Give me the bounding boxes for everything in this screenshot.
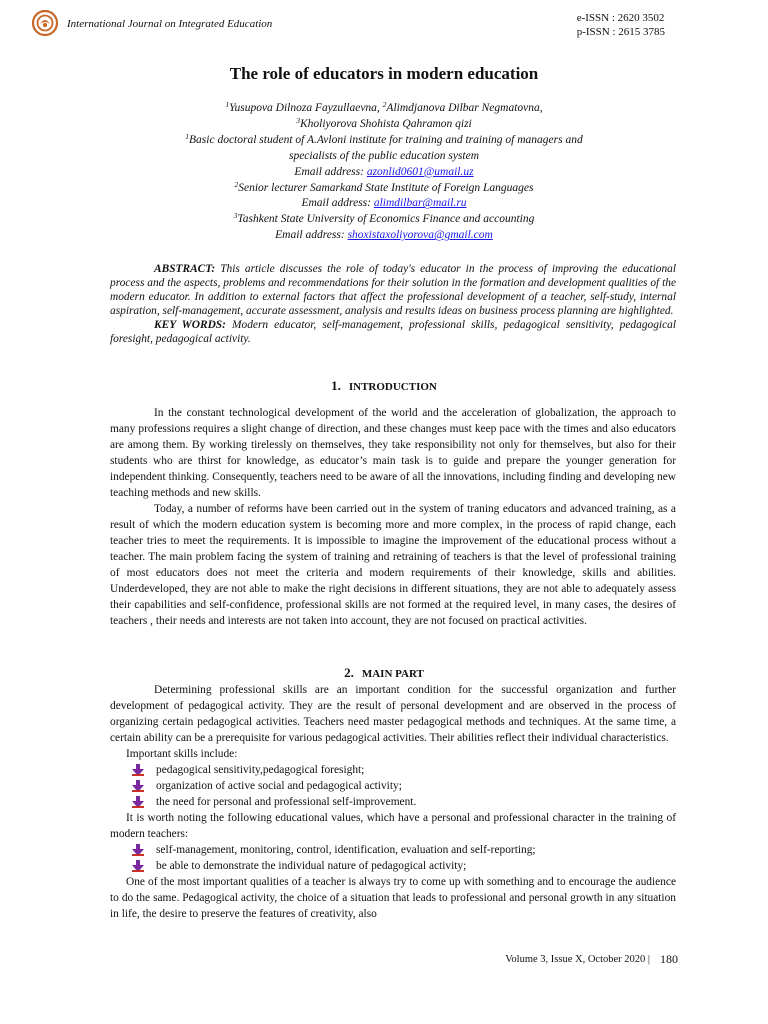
list-item: organization of active social and pedagogical activity; xyxy=(110,778,676,794)
page-footer xyxy=(505,952,678,967)
skills-list xyxy=(110,762,676,810)
list-item: the need for personal and professional self-improvement. xyxy=(110,794,676,810)
journal-name: International Journal on Integrated Education xyxy=(67,18,273,30)
list-item: pedagogical sensitivity,pedagogical foresight; xyxy=(110,762,676,778)
email-3-link[interactable]: shoxistaxoliyorova@gmail.com xyxy=(347,229,493,242)
affiliation-3: $^3$Tashkent State University of Economics Finance and accounting xyxy=(233,211,535,226)
abstract-paragraph: ABSTRACT: This article discusses the role of today's educator in the process of improving the educational process and the aspects, problems and recommendations for their solution in the formation and development qualities of the modern educator. In addition to external factors that affect the professional development of a teacher, self-study, internal aspiration, self-management, accurate assessment, analysis and results ideas on business process planning are highlighted. xyxy=(110,263,676,317)
email-2-link[interactable]: alimdilbar@mail.ru xyxy=(373,197,467,210)
affiliation-1: $^1$Basic doctoral student of A.Avloni institute for training and training of managers and xyxy=(185,131,583,146)
intro-paragraph-1: In the constant technological development of the world and the acceleration of globalization, the approach to many professions requires a slight change of direction, and these changes must keep pace with the times and also educators are among them. By working tirelessly on themselves, they take responsibility not only for themselves, but also for their students who are thirst for knowledge, as educator’s main task is to guide and prepare the younger generation for independent thinking. Consequently, teachers need to be aware of all the innovations, including finding and developing new teaching methods and new skills. xyxy=(110,407,676,499)
list-item: be able to demonstrate the individual nature of pedagogical activity; xyxy=(110,858,676,874)
arrow-bullet-icon xyxy=(132,860,144,872)
paper-title: The role of educators in modern education xyxy=(229,64,539,83)
volume-info: Volume 3, Issue X, October 2020 | xyxy=(505,954,650,965)
section-heading-introduction: 1. INTRODUCTION xyxy=(331,378,437,393)
journal-logo-icon xyxy=(32,10,58,36)
keywords-paragraph: KEY WORDS: Modern educator, self-management, professional skills, pedagogical sensitivity, pedagogical foresight, pedagogical activity. xyxy=(110,319,676,345)
section-heading-main-part: 2. MAIN PART xyxy=(344,665,424,680)
intro-paragraph-2: Today, a number of reforms have been carried out in the system of traning educators and advanced training, as a result of which the modern education system is becoming more and more complex, in the process of rapid change, each teacher tries to meet the requirements. It is impossible to imagine the improvement of the educational process without a teacher. The main problem facing the system of training and retraining of teachers is that the level of professional training of most educators does not meet the criteria and modern requirements of their knowledge, skills and abilities. Underdeveloped, they are not able to make the right decisions in different situations, they are not able to adequately assess their capabilities and self-confidence, professional skills are not formed at the required level, in many cases, the desires of teachers , their needs and interests are not taken into account, they are not focused on practical activities. xyxy=(110,503,676,627)
list-item: self-management, monitoring, control, identification, evaluation and self-reporting; xyxy=(110,842,676,858)
authors-affiliations xyxy=(0,101,768,244)
arrow-bullet-icon xyxy=(132,796,144,808)
authors-line-1: $^1$Yusupova Dilnoza Fayzullaevna, $^2$Alimdjanova Dilbar Negmatovna, xyxy=(225,100,543,114)
values-list xyxy=(110,842,676,874)
affiliation-1-cont: specialists of the public education system xyxy=(288,149,480,162)
main-part-body xyxy=(110,682,676,922)
affiliation-2: $^2$Senior lecturer Samarkand State Institute of Foreign Languages xyxy=(234,179,534,194)
introduction-body xyxy=(110,405,676,629)
authors-line-2: $^3$Kholiyorova Shohista Qahramon qizi xyxy=(296,115,472,130)
skills-intro: Important skills include: xyxy=(126,748,238,760)
page-number: 180 xyxy=(660,952,678,966)
issn-block xyxy=(577,11,665,39)
arrow-bullet-icon xyxy=(132,764,144,776)
email-3-line: Email address: shoxistaxoliyorova@gmail.com xyxy=(275,229,493,242)
email-1-link[interactable]: azonlid0601@umail.uz xyxy=(366,165,474,178)
p-issn: p-ISSN : 2615 3785 xyxy=(576,26,665,38)
arrow-bullet-icon xyxy=(132,780,144,792)
e-issn: e-ISSN : 2620 3502 xyxy=(576,12,665,24)
main-paragraph-last: One of the most important qualities of a teacher is always try to come up with something and to encourage the audience to do the same. Pedagogical activity, the choice of a situation that leads to professional and personal growth in any situation in life, the desire to preserve the features of creativity, also xyxy=(110,876,676,920)
email-1-line: Email address: azonlid0601@umail.uz xyxy=(294,165,474,178)
email-2-line: Email address: alimdilbar@mail.ru xyxy=(301,197,467,210)
page-header xyxy=(0,0,768,48)
arrow-bullet-icon xyxy=(132,844,144,856)
values-intro: It is worth noting the following educational values, which have a personal and professional character in the training of modern teachers: xyxy=(110,812,676,840)
abstract-block xyxy=(110,262,676,346)
main-paragraph-1: Determining professional skills are an important condition for the successful organization and further development of pedagogical activity. They are the result of personal development and are observed in the process of organizing certain pedagogical activities. Teachers need master pedagogical methods and techniques. At the same time, a certain ability can be a prerequisite for various pedagogical activities. Their abilities reflect their individual characteristics. xyxy=(110,684,676,744)
